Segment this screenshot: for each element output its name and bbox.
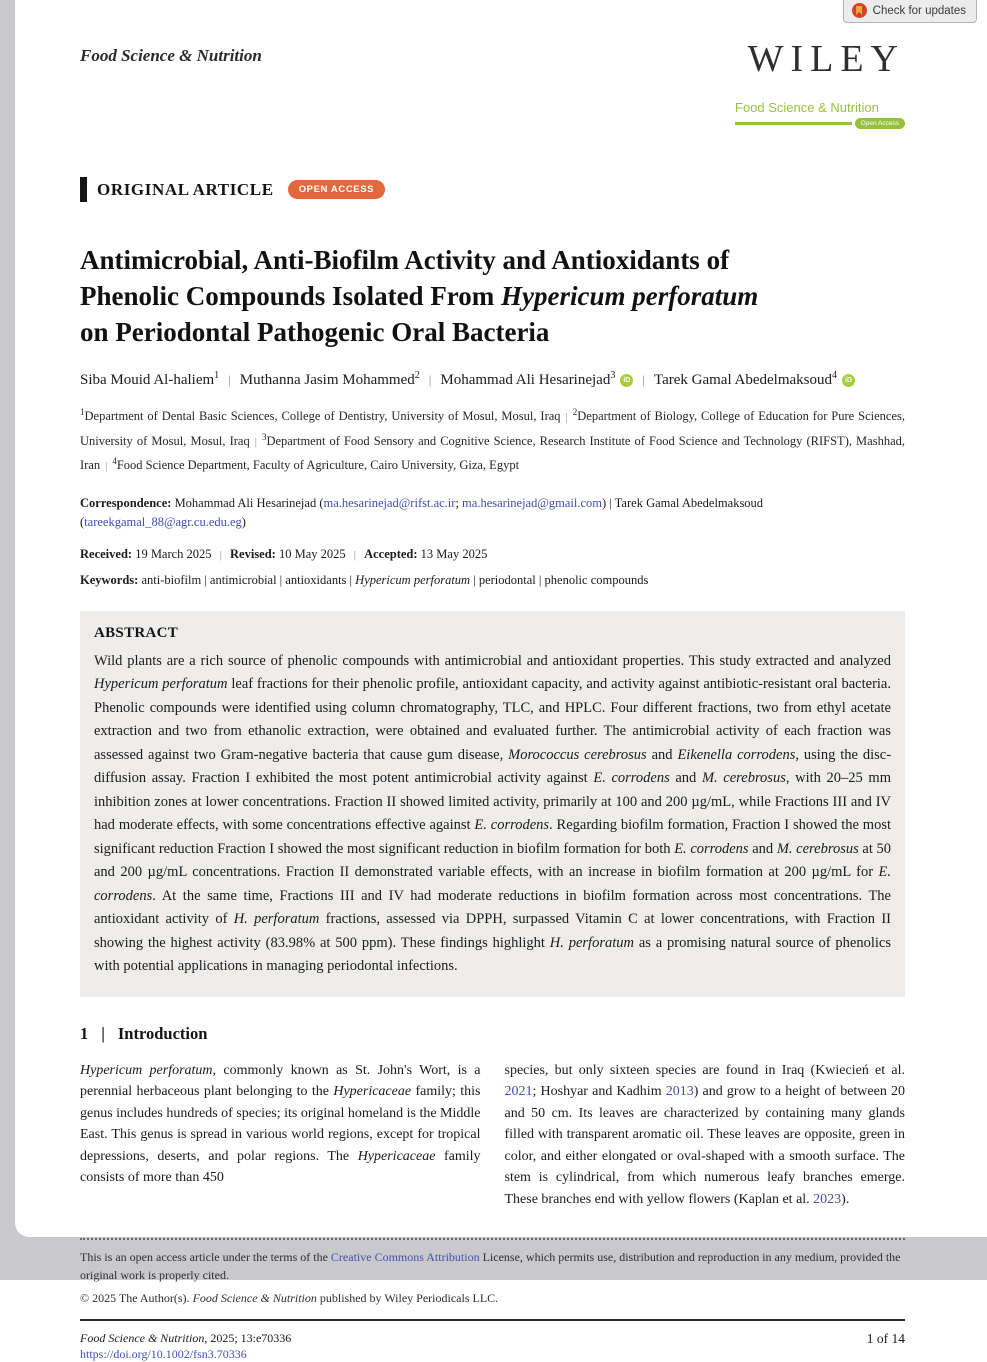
intro-column-left: Hypericum perforatum, commonly known as St. John's Wort, is a perennial herbaceous plant belonging to the Hypericaceae family; this genus includes hundreds of species; its original homeland is the Middle East. This genus is spread in various world regions, except for tropical depressions, deserts, and polar regions. The Hypericaceae family consists of more than 450 <box>80 1062 481 1186</box>
orcid-icon[interactable]: iD <box>842 374 855 387</box>
keywords-text: anti-biofilm | antimicrobial | antioxidants | Hypericum perforatum | periodontal | phenolic compounds <box>138 572 649 587</box>
affiliation-divider: | <box>565 411 568 424</box>
affiliation-text: Department of Dental Basic Sciences, College of Dentistry, University of Mosul, Mosul, Iraq <box>84 409 561 424</box>
orcid-icon[interactable]: iD <box>620 374 633 387</box>
revised-date: 10 May 2025 <box>278 546 346 561</box>
masthead <box>80 0 905 129</box>
affiliations: $^1$Department of Dental Basic Sciences, College of Dentistry, University of Mosul, Mosul, Iraq | $^2$Department of Biology, College of Education for Pure Sciences, University of Mosul, Mosul, Iraq | $^3$Department of Food Sensory and Cognitive Science, Research Institute of Food Science and Technology (RIFST), Mashhad, Iran | $^4$Food Science Department, Faculty of Agriculture, Cairo University, Giza, Egypt <box>80 407 905 473</box>
abstract-text: Wild plants are a rich source of phenolic compounds with antimicrobial and antioxidant properties. This study extracted and analyzed Hypericum perforatum leaf fractions for their phenolic profile, antioxidant capacity, and activity against antibiotic-resistant oral bacteria. Phenolic compounds were identified using column chromatography, TLC, and HPLC. Four different fractions, two from ethyl acetate extraction and two from ethanolic extraction, were obtained and evaluated further. The antimicrobial activity of each fraction was assessed against two Gram-negative bacteria that cause gum disease, Morococcus cerebrosus and Eikenella corrodens, using the disc-diffusion assay. Fraction I exhibited the most potent antimicrobial activity against E. corrodens and M. cerebrosus, with 20–25 mm inhibition zones at lower concentrations. Fraction II showed limited activity, primarily at 100 and 200 µg/mL, while Fractions III and IV had moderate effects, with some concentrations effective against E. corrodens. Regarding biofilm formation, Fraction I showed the most significant reduction Fraction I showed the most significant reduction in biofilm formation for both E. corrodens and M. cerebrosus at 50 and 200 µg/mL concentrations. Fraction II demonstrated variable effects, with an increase in biofilm formation at 200 µg/mL for E. corrodens. At the same time, Fractions III and IV had moderate reductions in biofilm formation across most concentrations. The antioxidant activity of H. perforatum fractions, assessed via DPPH, surpassed Vitamin C at lower concentrations, with Fraction II showing the highest activity (83.98% at 500 ppm). These findings highlight H. perforatum as a promising natural source of phenolics with potential applications in managing periodontal infections. <box>94 652 892 975</box>
correspondence-text: Mohammad Ali Hesarinejad (ma.hesarinejad@rifst.ac.ir; ma.hesarinejad@gmail.com) | Tarek Gamal Abedelmaksoud (tareekgamal_88@agr.cu.edu.eg) <box>80 495 764 529</box>
author: Mohammad Ali Hesarinejad$^3$ iD <box>440 372 633 388</box>
brand-underline <box>735 118 905 129</box>
author-divider: | <box>642 372 645 387</box>
crossmark-icon <box>852 3 867 18</box>
author: Muthanna Jasim Mohammed$^2$ <box>239 370 420 388</box>
author: Siba Mouid Al-haliem$^1$ <box>80 370 220 388</box>
link[interactable]: ma.hesarinejad@rifst.ac.ir <box>323 495 456 510</box>
type-bar <box>80 177 87 202</box>
journal-name: Food Science & Nutrition <box>80 46 262 65</box>
page-number: 1 of 14 <box>866 1331 905 1347</box>
section-title: Introduction <box>117 1023 208 1043</box>
dates-line <box>80 547 905 562</box>
section-heading-introduction <box>80 1024 905 1044</box>
author-divider: | <box>428 372 432 387</box>
author: Tarek Gamal Abedelmaksoud$^4$ iD <box>654 372 855 388</box>
copyright-text: © 2025 The Author(s). Food Science & Nutrition published by Wiley Periodicals LLC. <box>80 1291 499 1306</box>
link[interactable]: tareekgamal_88@agr.cu.edu.eg <box>84 514 242 529</box>
brand-rule <box>735 122 852 125</box>
publisher-brand <box>735 40 905 129</box>
received-label: Received: <box>80 546 133 561</box>
intro-column-right: species, but only sixteen species are found in Iraq (Kwiecień et al. 2021; Hoshyar and Kadhim 2013) and grow to a height of between 20 and 50 cm. Its leaves are characterized by containing many glands filled with transparent aromatic oil. These leaves are opposite, green in color, and either elongated or oval-shaped with a smooth surface. The stem is cylindrical, from which numerous leafy branches emerge. These branches end with yellow flowers (Kaplan et al. 2023). <box>504 1062 905 1207</box>
revised-label: Revised: <box>230 546 276 561</box>
section-number: 1 <box>80 1023 89 1043</box>
open-access-badge: OPEN ACCESS <box>288 180 385 199</box>
title-line2: Phenolic Compounds Isolated From Hypericum perforatum <box>80 281 759 311</box>
abstract-box <box>80 611 905 997</box>
link[interactable]: 2021 <box>504 1084 533 1100</box>
accepted-label: Accepted: <box>364 546 418 561</box>
footer-row <box>80 1330 905 1362</box>
link[interactable]: Creative Commons Attribution <box>330 1250 480 1265</box>
wiley-logo: WILEY <box>747 38 905 80</box>
link[interactable]: 2013 <box>665 1084 694 1100</box>
section-divider: | <box>101 1023 105 1043</box>
accepted-date: 13 May 2025 <box>420 546 488 561</box>
keywords-label: Keywords: <box>80 572 139 587</box>
article-type-label: ORIGINAL ARTICLE <box>97 179 274 199</box>
dotted-separator <box>80 1238 905 1240</box>
article-title <box>80 242 905 350</box>
brand-journal-block <box>735 100 905 129</box>
affiliation-divider: | <box>254 435 257 448</box>
author-divider: | <box>228 372 231 387</box>
keywords-line <box>80 573 905 588</box>
author-list <box>80 370 905 389</box>
doi-link[interactable]: https://doi.org/10.1002/fsn3.70336 <box>80 1347 247 1362</box>
footer-rule <box>80 1319 905 1321</box>
article-type-row <box>80 177 905 202</box>
title-line1: Antimicrobial, Anti-Biofilm Activity and Antioxidants of <box>80 245 730 275</box>
open-access-mini-badge: Open Access <box>855 118 905 129</box>
license-text: This is an open access article under the terms of the Creative Commons Attribution License, which permits use, distribution and reproduction in any medium, provided the original work is properly cited. <box>80 1250 901 1282</box>
check-for-updates-button[interactable] <box>843 0 977 23</box>
footer-citation-block <box>80 1330 291 1362</box>
received-date: 19 March 2025 <box>135 546 212 561</box>
correspondence <box>80 494 905 532</box>
affiliation-text: Department of Food Sensory and Cognitive Science, Research Institute of Food Science and Technology (RIFST), Mashhad, Iran <box>80 433 905 473</box>
introduction-columns <box>80 1060 905 1211</box>
affiliation-divider: | <box>105 460 108 473</box>
dates-divider: | <box>353 548 356 561</box>
article-page <box>15 0 987 1362</box>
affiliation-text: Food Science Department, Faculty of Agriculture, Cairo University, Giza, Egypt <box>116 458 520 473</box>
title-line3: on Periodontal Pathogenic Oral Bacteria <box>80 317 550 347</box>
affiliation-text: Department of Biology, College of Education for Pure Sciences, University of Mosul, Mosul, Iraq <box>80 409 905 448</box>
brand-journal-name: Food Science & Nutrition <box>735 100 879 115</box>
dates-divider: | <box>219 548 222 561</box>
footer-citation: Food Science & Nutrition, 2025; 13:e70336 <box>80 1331 292 1346</box>
abstract-heading: ABSTRACT <box>94 624 179 641</box>
check-for-updates-label: Check for updates <box>872 4 966 17</box>
link[interactable]: ma.hesarinejad@gmail.com <box>462 495 602 510</box>
correspondence-label: Correspondence: <box>80 495 172 510</box>
link[interactable]: 2023 <box>813 1191 842 1207</box>
